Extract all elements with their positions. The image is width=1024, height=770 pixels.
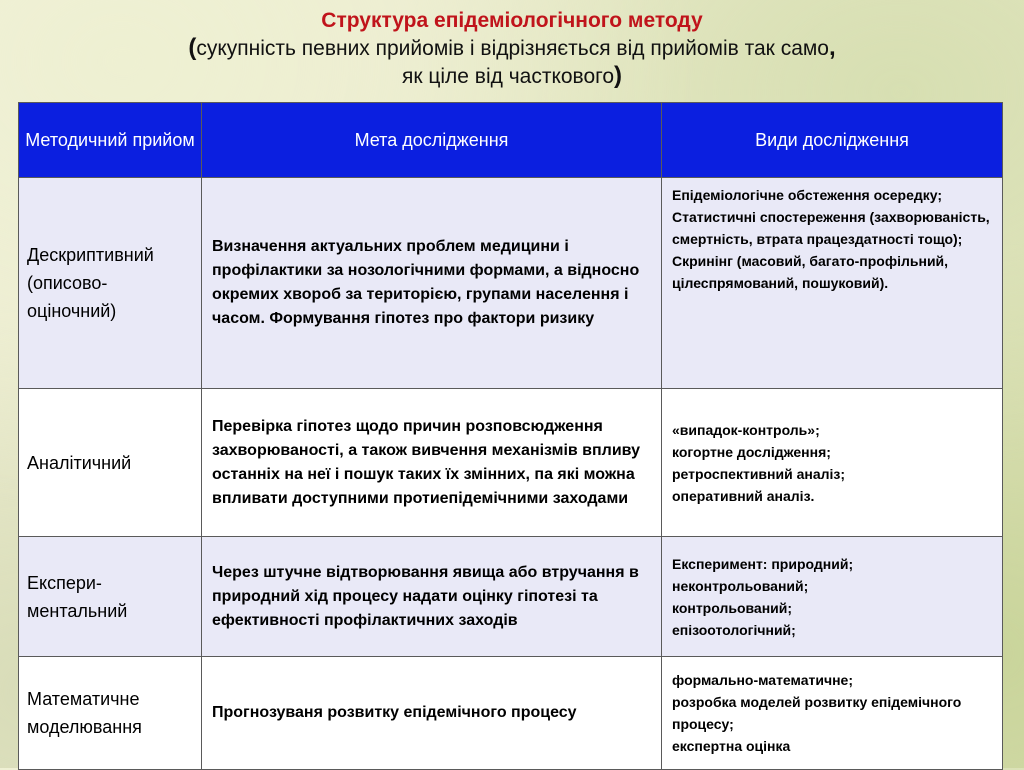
header-method: Методичний прийом xyxy=(19,103,202,178)
type-item: епізоотологічний; xyxy=(672,621,796,638)
type-item: розробка моделей розвитку епідемічного процесу; xyxy=(672,694,962,732)
header-types: Види дослідження xyxy=(662,103,1003,178)
type-item: Скринінг (масовий, багато-профільний, цілеспрямований, пошуковий). xyxy=(672,253,949,291)
slide-title: Структура епідеміологічного методу xyxy=(321,9,703,32)
row-method: Дескриптивний (описово-оціночний) xyxy=(19,178,202,389)
type-item: Статистичні спостереження (захворюваність, смертність, втрата працездатності тощо); xyxy=(672,209,990,247)
table-row xyxy=(19,389,1003,537)
type-item: когортне дослідження; xyxy=(672,443,831,460)
row-goal: Через штучне відтворювання явища або втручання в природний хід процесу надати оцінку гіпотезі та ефективності профілактичних заходів xyxy=(202,537,662,657)
row-goal: Перевірка гіпотез щодо причин розповсюдження захворюваності, а також вивчення механізмів впливу останніх на неї і пошук таких їх змінних, па які можна впливати доступними протиепідемічними заходами xyxy=(202,389,662,537)
row-method: Аналітичний xyxy=(19,389,202,537)
paren-close: ) xyxy=(614,62,623,89)
paren-open: ( xyxy=(188,34,197,61)
table-row xyxy=(19,657,1003,770)
table-row xyxy=(19,178,1003,389)
row-goal: Прогнозуваня розвитку епідемічного процесу xyxy=(202,657,662,770)
row-goal: Визначення актуальних проблем медицини і профілактики за нозологічними формами, а відносно окремих хвороб за територією, групами населення і часом. Формування гіпотез про фактори ризику xyxy=(202,178,662,389)
type-item: ретроспективний аналіз; xyxy=(672,465,846,482)
row-method: Експери-ментальний xyxy=(19,537,202,657)
slide-subtitle xyxy=(0,34,1024,90)
type-item: неконтрольований; xyxy=(672,577,809,594)
type-item: «випадок-контроль»; xyxy=(672,421,820,438)
type-item: Експеримент: природний; xyxy=(672,555,854,572)
subtitle-comma: , xyxy=(829,34,836,61)
slide-header xyxy=(0,8,1024,90)
row-types xyxy=(662,657,1003,770)
type-item: формально-математичне; xyxy=(672,672,853,688)
type-item: контрольований; xyxy=(672,599,793,616)
row-types xyxy=(662,389,1003,537)
type-item: Епідеміологічне обстеження осередку; xyxy=(672,187,943,203)
row-method: Математичне моделювання xyxy=(19,657,202,770)
subtitle-line-2: як ціле від часткового xyxy=(401,65,615,88)
type-item: оперативний аналіз. xyxy=(672,487,815,504)
subtitle-line-1: сукупність певних прийомів і відрізняється від прийомів так само xyxy=(196,37,829,60)
methods-table xyxy=(18,102,1003,770)
row-types xyxy=(662,178,1003,389)
table-row xyxy=(19,537,1003,657)
row-types xyxy=(662,537,1003,657)
table-header-row xyxy=(19,103,1003,178)
type-item: експертна оцінка xyxy=(672,738,791,754)
header-goal: Мета дослідження xyxy=(202,103,662,178)
